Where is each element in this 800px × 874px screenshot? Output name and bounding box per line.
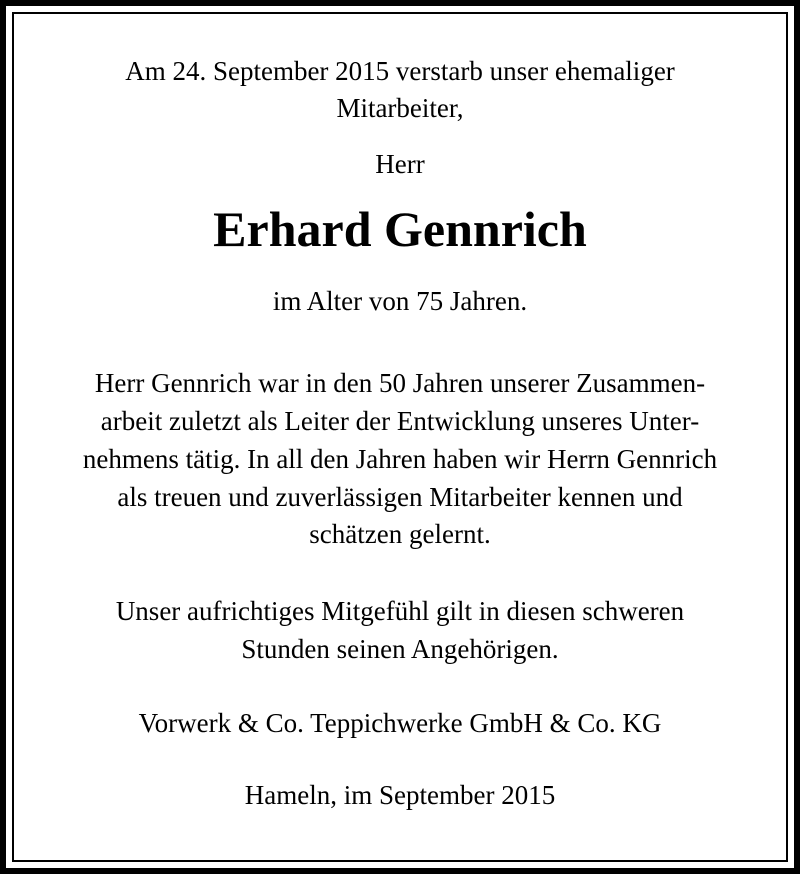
condolence-line-2: Stunden seinen Angehörigen.: [241, 634, 559, 664]
place-date: Hameln, im September 2015: [244, 780, 556, 810]
body-line-1: Herr Gennrich war in den 50 Jahren unserer Zusammen-: [94, 368, 706, 398]
body-line-4: als treuen und zuverlässigen Mitarbeiter kennen und: [117, 482, 683, 512]
condolence-line-1: Unser aufrichtiges Mitgefühl gilt in diesen schweren: [115, 596, 685, 626]
body-line-3: nehmens tätig. In all den Jahren haben wir Herrn Gennrich: [82, 444, 718, 474]
deceased-name: Erhard Gennrich: [213, 201, 587, 257]
salutation: Herr: [375, 149, 425, 179]
intro-line-1: Am 24. September 2015 verstarb unser ehemaliger: [125, 56, 675, 86]
body-line-5: schätzen gelernt.: [309, 519, 491, 549]
age-line: im Alter von 75 Jahren.: [272, 286, 528, 316]
body-line-2: arbeit zuletzt als Leiter der Entwicklung unseres Unter-: [100, 406, 700, 436]
company-name: Vorwerk & Co. Teppichwerke GmbH & Co. KG: [138, 708, 662, 738]
intro-line-2: Mitarbeiter,: [336, 93, 464, 123]
